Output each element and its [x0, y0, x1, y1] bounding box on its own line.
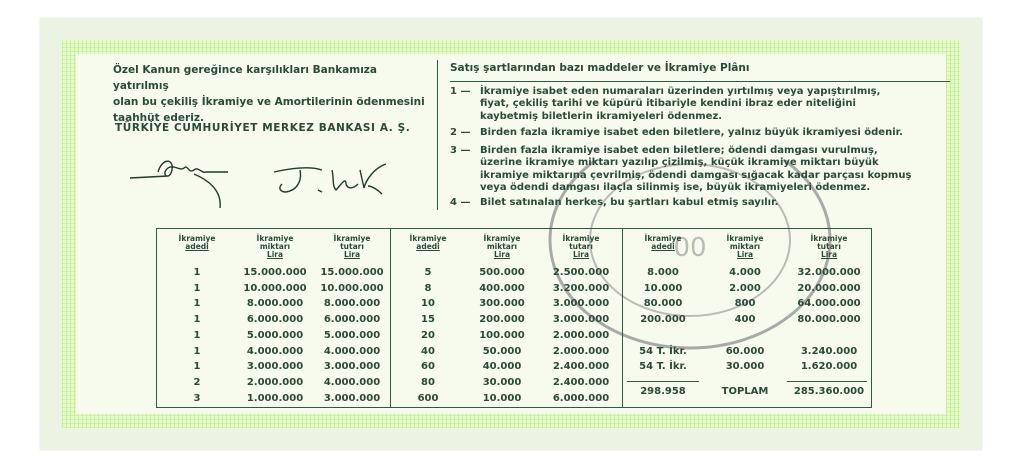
table-cell: 80.000.000	[797, 314, 861, 326]
table-cell: 10.000.000	[320, 282, 384, 294]
table-cell: 5	[424, 267, 432, 278]
table-cell: 2.400.000	[552, 376, 610, 388]
table-cell: 60.000	[725, 345, 765, 357]
condition-number: 4 —	[450, 197, 471, 208]
header-line: tutarı	[340, 242, 364, 251]
table-cell: 20.000.000	[797, 282, 861, 294]
table-cell: 400	[734, 314, 756, 326]
header-line: Lira	[343, 250, 361, 259]
table-cell: 8.000.000	[323, 298, 381, 310]
table-cell: 6.000.000	[246, 314, 304, 326]
table-cell: 1.620.000	[800, 361, 858, 373]
column-header	[465, 235, 539, 259]
condition-line: üzerine ikramiye miktarı yazılıp çizilmiş, küçük ikramiye miktarı büyük	[480, 157, 879, 169]
header-line: İkramiye	[562, 234, 600, 243]
table-cell: 3.240.000	[800, 345, 858, 357]
conditions-title: Satış şartlarından bazı maddeler ve İkramiye Plânı	[450, 62, 750, 74]
condition-line: ikramiye miktarına çevrilmiş, ödendi damgası sığacak kadar parçası kopmuş	[480, 169, 912, 181]
header-line: adedi	[651, 242, 675, 251]
conditions-rule	[450, 81, 950, 82]
table-cell: 6.000.000	[552, 392, 610, 404]
table-cell: 40.000	[482, 361, 522, 373]
header-line: miktarı	[486, 242, 518, 251]
table-cell: 3	[193, 392, 201, 404]
table-cell: 2.000	[729, 282, 761, 294]
guarantee-line: Özel Kanun gereğince karşılıkları Bankamıza yatırılmış	[113, 64, 378, 92]
table-cell: 3.000.000	[552, 298, 610, 310]
header-line: adedi	[416, 242, 440, 251]
table-cell: 400.000	[479, 282, 525, 294]
table-cell: 4.000.000	[323, 376, 381, 388]
table-cell: 20	[421, 329, 435, 341]
table-cell: 80	[421, 376, 435, 388]
table-cell: 40	[421, 345, 435, 357]
table-cell: 15	[421, 314, 435, 326]
table-cell: 10.000.000	[243, 282, 307, 294]
table-cell: 30.000	[725, 361, 765, 373]
condition-line: Birden fazla ikramiye isabet eden biletlere; ödendi damgası vurulmuş,	[480, 145, 878, 156]
table-cell: 4.000.000	[246, 345, 304, 357]
table-cell: 5.000.000	[246, 329, 304, 341]
signature-2	[262, 156, 402, 201]
table-cell: 200.000	[479, 314, 525, 326]
header-line: Lira	[820, 250, 838, 259]
table-cell: 1	[193, 298, 201, 310]
table-cell: 300.000	[479, 298, 525, 310]
table-cell: 1	[193, 282, 201, 294]
header-line: İkramiye	[178, 234, 216, 243]
column-header	[237, 235, 313, 259]
table-cell: 8.000	[647, 267, 679, 278]
table-cell: 3.000.000	[246, 361, 304, 373]
header-line: İkramiye	[726, 234, 764, 243]
header-line: tutarı	[569, 242, 593, 251]
table-cell: 3.000.000	[552, 314, 610, 326]
column-header	[703, 235, 787, 259]
condition-line: kaybetmiş biletlerin ikramiyeleri ödenmez.	[480, 110, 723, 122]
table-cell: 2	[193, 376, 201, 388]
guarantee-line: olan bu çekiliş İkramiye ve Amortilerinin ödenmesini	[113, 96, 425, 108]
stamp-text: 00	[673, 233, 707, 263]
header-line: Lira	[736, 250, 754, 259]
column-header	[313, 235, 391, 259]
table-cell: 80.000	[643, 298, 683, 310]
header-line: Lira	[572, 250, 590, 259]
header-line: miktarı	[259, 242, 291, 251]
header-line: İkramiye	[644, 234, 682, 243]
total-count: 298.958	[640, 386, 686, 397]
condition-number: 1 —	[450, 86, 471, 97]
table-cell: 15.000.000	[320, 267, 384, 278]
table-cell: 1	[193, 345, 201, 357]
table-cell: 1	[193, 361, 201, 373]
table-cell: 60	[421, 361, 435, 373]
table-cell: 800	[734, 298, 756, 310]
column-header	[539, 235, 623, 259]
header-line: İkramiye	[256, 234, 294, 243]
header-line: Lira	[266, 250, 284, 259]
header-line: İkramiye	[810, 234, 848, 243]
signature-1	[128, 150, 238, 210]
table-cell: 6.000.000	[323, 314, 381, 326]
table-cell: 1	[193, 314, 201, 326]
column-divider	[437, 60, 438, 210]
table-cell: 2.400.000	[552, 361, 610, 373]
header-line: İkramiye	[483, 234, 521, 243]
guarantee-text	[113, 62, 433, 126]
table-cell: 30.000	[482, 376, 522, 388]
condition-line: veya ödendi damgası ilaçla silinmiş ise, büyük ikramiyeleri ödenmez.	[480, 181, 871, 193]
condition-line: Bilet satınalan herkes, bu şartları kabul etmiş sayılır.	[480, 197, 779, 208]
bank-name: TÜRKİYE CUMHURİYET MERKEZ BANKASI A. Ş.	[115, 122, 411, 134]
guarantee-line: taahhüt ederiz.	[113, 112, 204, 124]
header-line: miktarı	[729, 242, 761, 251]
column-header	[391, 235, 465, 251]
column-header	[623, 235, 703, 251]
header-line: adedi	[185, 242, 209, 251]
condition-number: 2 —	[450, 127, 471, 138]
table-cell: 1	[193, 329, 201, 341]
table-cell: 3.000.000	[323, 361, 381, 373]
table-cell: 8.000.000	[246, 298, 304, 310]
header-line: İkramiye	[409, 234, 447, 243]
total-rule	[787, 381, 867, 382]
table-cell: 100.000	[479, 329, 525, 341]
table-cell: 2.000.000	[552, 329, 610, 341]
table-cell: 1.000.000	[246, 392, 304, 404]
header-line: İkramiye	[333, 234, 371, 243]
table-cell: 4.000	[729, 267, 761, 278]
table-cell: 50.000	[482, 345, 522, 357]
table-cell: 600	[417, 392, 439, 404]
table-cell: 10	[421, 298, 435, 310]
header-line: Lira	[493, 250, 511, 259]
table-cell: 200.000	[640, 314, 686, 326]
table-cell: 500.000	[479, 267, 525, 278]
header-line: tutarı	[817, 242, 841, 251]
table-cell: 3.000.000	[323, 392, 381, 404]
table-cell: 54 T. İkr.	[639, 345, 687, 357]
column-header	[787, 235, 871, 259]
table-cell: 2.000.000	[246, 376, 304, 388]
table-cell: 64.000.000	[797, 298, 861, 310]
table-cell: 10.000	[643, 282, 683, 294]
table-cell: 4.000.000	[323, 345, 381, 357]
total-rule	[627, 381, 699, 382]
column-header	[157, 235, 237, 251]
total-label: TOPLAM	[721, 386, 769, 397]
table-cell: 3.200.000	[552, 282, 610, 294]
table-cell: 10.000	[482, 392, 522, 404]
condition-number: 3 —	[450, 145, 471, 156]
table-cell: 2.000.000	[552, 345, 610, 357]
table-cell: 8	[424, 282, 432, 294]
table-cell: 32.000.000	[797, 267, 861, 278]
condition-line: Birden fazla ikramiye isabet eden biletlere, yalnız büyük ikramiyesi ödenir.	[480, 127, 903, 138]
condition-line: İkramiye isabet eden numaraları üzerinden yırtılmış veya yapıştırılmış,	[480, 86, 881, 97]
table-cell: 5.000.000	[323, 329, 381, 341]
total-amount: 285.360.000	[793, 386, 865, 397]
prize-plan-table	[156, 228, 872, 408]
table-cell: 15.000.000	[243, 267, 307, 278]
table-cell: 2.500.000	[552, 267, 610, 278]
table-cell: 1	[193, 267, 201, 278]
table-cell: 54 T. İkr.	[639, 361, 687, 373]
condition-line: fiyat, çekiliş tarihi ve küpürü itibariyle kendini ibraz eder niteliğini	[480, 98, 856, 110]
